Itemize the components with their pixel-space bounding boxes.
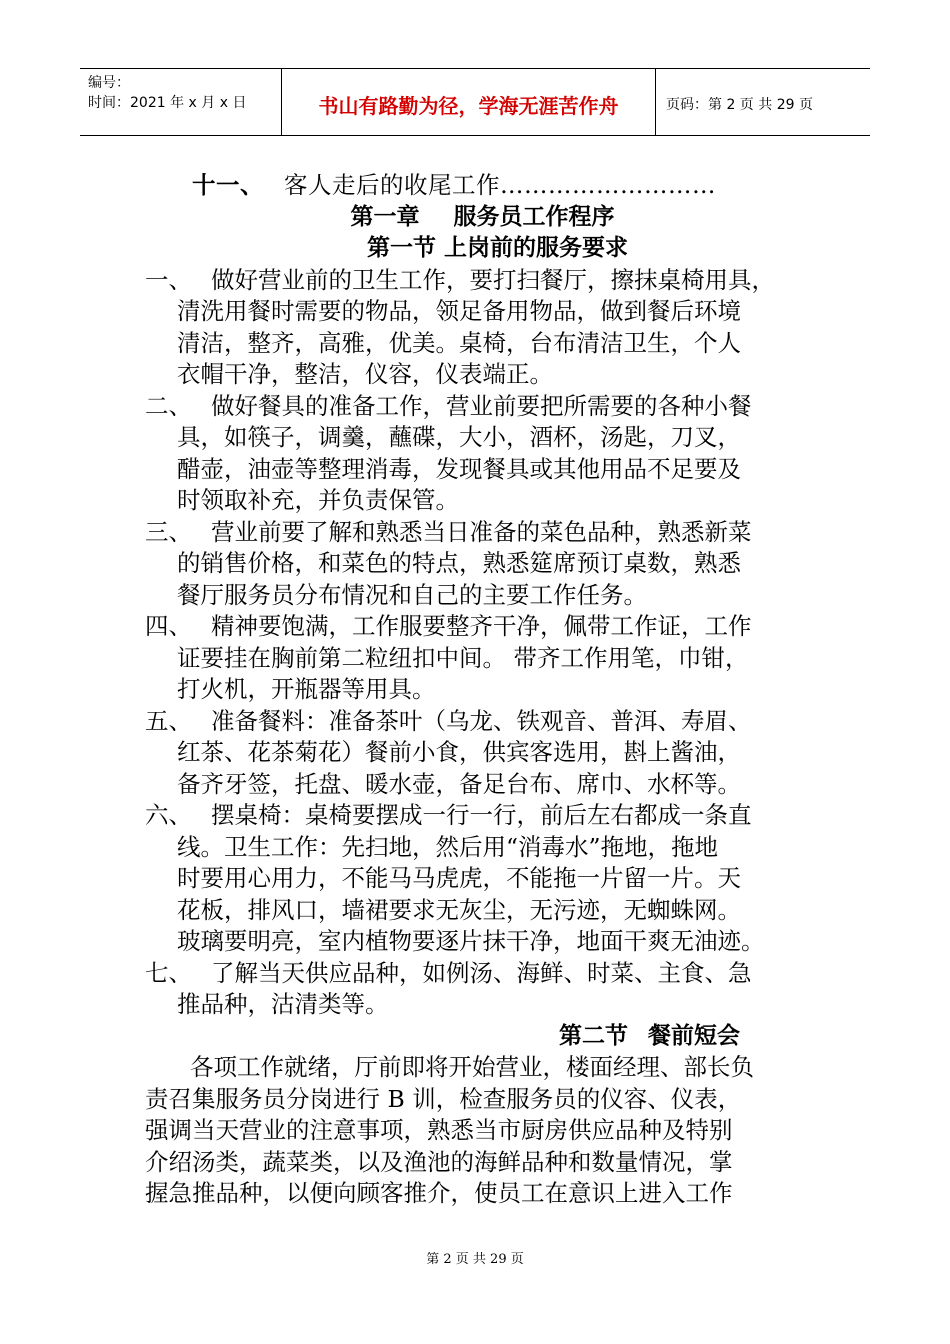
toc-number: 十一、	[192, 171, 264, 199]
body-paragraph	[145, 1052, 820, 1210]
item-text-line: 线。卫生工作：先扫地，然后用“消毒水”拖地，拖地	[177, 832, 719, 861]
chapter-number: 第一章	[350, 203, 420, 230]
item-text-line: 玻璃要明亮，室内植物要逐片抹干净，地面干爽无油迹。	[177, 927, 765, 955]
item-text-line: 时领取补充，并负责保管。	[177, 486, 459, 514]
section-heading: 第一节 上岗前的服务要求	[366, 235, 628, 261]
item-number: 二、	[145, 391, 192, 420]
chapter-title: 服务员工作程序	[453, 203, 615, 230]
item-text-line: 花板，排风口，墙裙要求无灰尘，无污迹，无蜘蛛网。	[177, 895, 741, 924]
document-body	[145, 170, 820, 1210]
paragraph-line: 握急推品种，以便向顾客推介，使员工在意识上进入工作	[145, 1179, 733, 1207]
item-text-line: 红茶、花茶菊花）餐前小食，供宾客选用，斟上酱油，	[177, 738, 741, 766]
item-text: 营业前要了解和熟悉当日准备的菜色品种，熟悉新菜	[211, 517, 752, 546]
page-header	[80, 68, 870, 136]
toc-text: 客人走后的收尾工作………………………	[284, 171, 716, 199]
list-item	[145, 391, 820, 517]
code-label: 编号：	[88, 75, 130, 91]
item-text: 了解当天供应品种，如例汤、海鲜、时菜、主食、急	[211, 958, 752, 987]
item-list	[145, 265, 820, 1021]
item-text-line: 推品种，沽清类等。	[177, 990, 389, 1018]
list-item	[145, 517, 820, 612]
item-text: 准备餐料：准备茶叶（乌龙、铁观音、普洱、寿眉、	[211, 706, 752, 735]
chapter-heading	[145, 202, 820, 234]
item-text: 做好餐具的准备工作，营业前要把所需要的各种小餐	[211, 391, 752, 420]
item-text: 做好营业前的卫生工作，要打扫餐厅，擦抹桌椅用具，	[211, 265, 775, 294]
paragraph-line: 责召集服务员分岗进行 B 训，检查服务员的仪容、仪表，	[145, 1084, 742, 1113]
page-footer: 第 2 页 共 29 页	[426, 1252, 524, 1267]
section-heading-2	[145, 1021, 820, 1053]
item-text-line: 打火机，开瓶器等用具。	[177, 675, 436, 703]
item-text-line: 时要用心用力，不能马马虎虎，不能拖一片留一片。天	[177, 864, 741, 892]
header-page-info: 页码：第 2 页 共 29 页	[666, 97, 813, 113]
item-text-line: 餐厅服务员分布情况和自己的主要工作任务。	[177, 580, 647, 609]
item-text-line: 具，如筷子，调羹，蘸碟，大小，酒杯，汤匙，刀叉，	[177, 423, 741, 451]
item-text-line: 清洁，整齐，高雅，优美。桌椅，台布清洁卫生，个人	[177, 328, 741, 357]
item-text-line: 衣帽干净，整洁，仪容，仪表端正。	[177, 360, 553, 388]
item-number: 五、	[145, 706, 192, 735]
item-text: 摆桌椅：桌椅要摆成一行一行，前后左右都成一条直	[211, 801, 752, 829]
item-text-line: 醋壶，油壶等整理消毒，发现餐具或其他用品不足要及	[177, 454, 741, 483]
item-text-line: 证要挂在胸前第二粒纽扣中间。 带齐工作用笔，巾钳，	[177, 643, 749, 672]
section2-number: 第二节	[559, 1022, 628, 1049]
item-number: 一、	[145, 265, 192, 294]
item-text-line: 备齐牙签，托盘、暖水壶，备足台布、席巾、水杯等。	[177, 769, 741, 798]
list-item	[145, 706, 820, 801]
header-motto: 书山有路勤为径，学海无涯苦作舟	[282, 69, 656, 135]
time-label: 时间：2021 年 x 月 x 日	[88, 95, 247, 111]
paragraph-line: 介绍汤类，蔬菜类，以及渔池的海鲜品种和数量情况，掌	[145, 1147, 733, 1176]
item-number: 三、	[145, 517, 192, 546]
section2-title: 餐前短会	[648, 1022, 740, 1049]
item-text: 精神要饱满，工作服要整齐干净，佩带工作证，工作	[211, 612, 752, 640]
item-number: 六、	[145, 801, 192, 829]
item-text-line: 清洗用餐时需要的物品，领足备用物品，做到餐后环境	[177, 297, 741, 325]
paragraph-line: 强调当天营业的注意事项，熟悉当市厨房供应品种及特别	[145, 1116, 733, 1144]
list-item	[145, 800, 820, 958]
toc-entry	[145, 170, 820, 202]
list-item	[145, 958, 820, 1021]
list-item	[145, 611, 820, 706]
paragraph-line: 各项工作就绪，厅前即将开始营业，楼面经理、部长负	[190, 1053, 754, 1081]
item-number: 四、	[145, 612, 192, 640]
list-item	[145, 265, 820, 391]
header-meta	[80, 69, 282, 135]
item-text-line: 的销售价格，和菜色的特点，熟悉筵席预订桌数，熟悉	[177, 549, 741, 577]
item-number: 七、	[145, 958, 192, 987]
